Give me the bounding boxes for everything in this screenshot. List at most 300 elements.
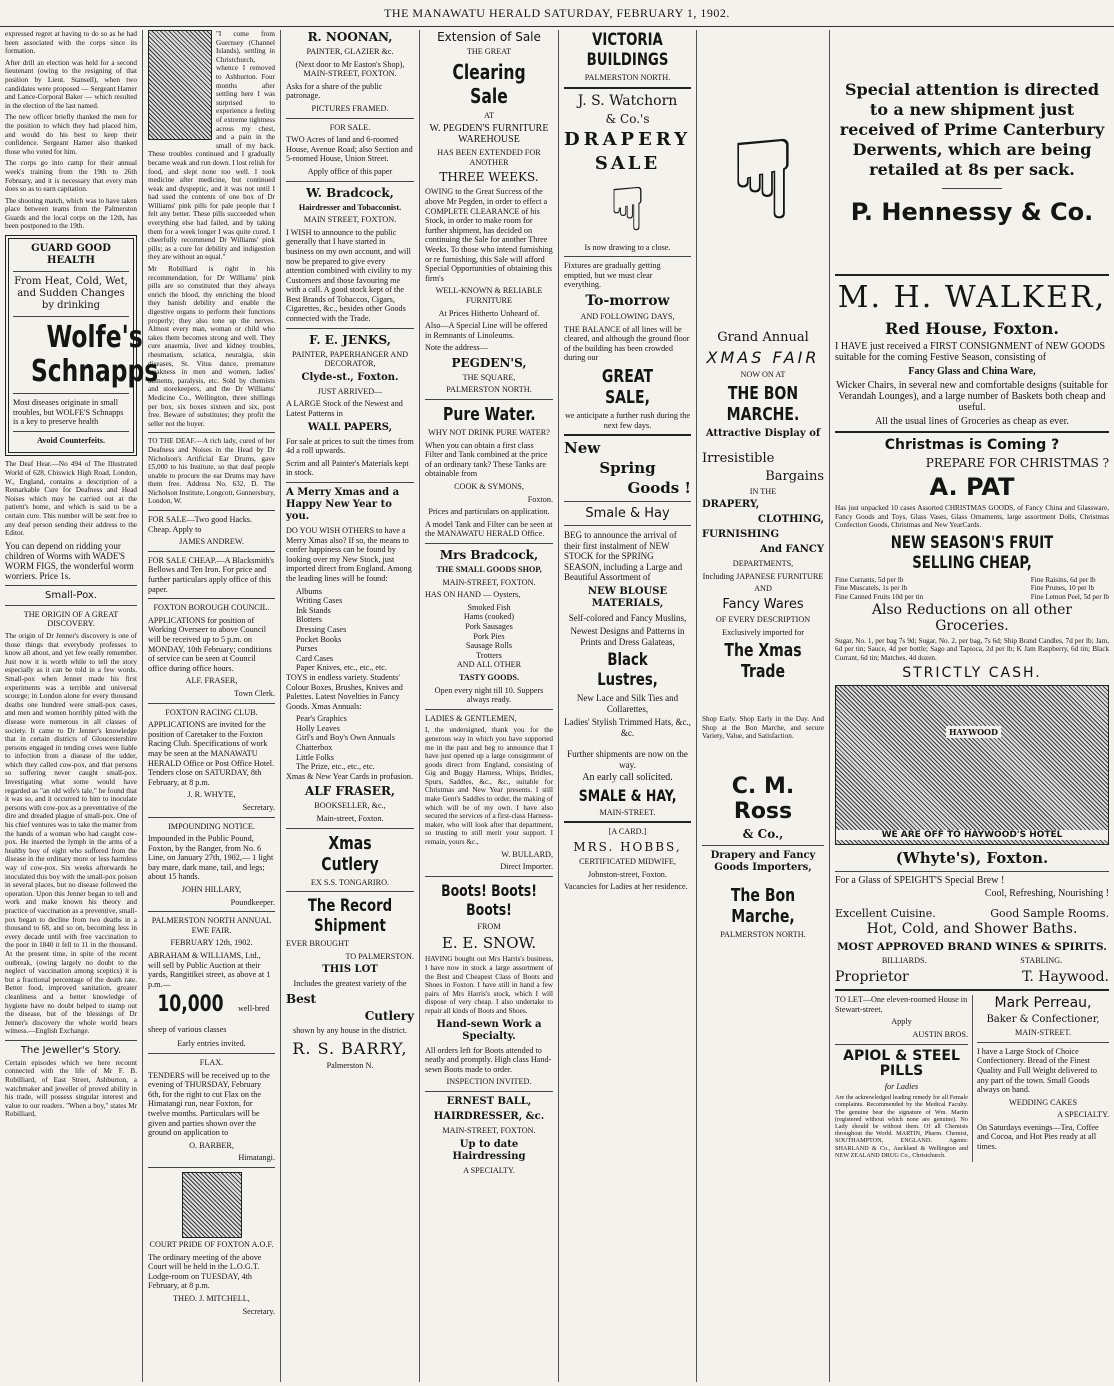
pound-sign-title: Poundkeeper. [230, 897, 275, 907]
water-title: Pure Water. [442, 404, 536, 426]
divider [286, 891, 414, 892]
racing-sign: J. R. WHYTE, [187, 790, 236, 800]
news-paragraph: The shooting match, which was to have taken place between teams from the Palmerston Guards and the local corps on the 12th, has been postponed to the 19th. [5, 196, 137, 231]
list-item: The Prize, etc., etc., etc. [296, 762, 375, 772]
column-5 [559, 30, 697, 1382]
blouse-heading: NEW BLOUSE MATERIALS, [587, 585, 668, 609]
bradcock-body: I WISH to announce to the public generally that I have started in business on my own account, and will now be prepared to give every attention combined with civility to my Customers and those favouring me with a call. A good stock kept of the Best Brands of Tobaccos, Cigars, Cigarettes, &c., besides other Goods connected with the Trade. [286, 227, 412, 324]
drawing-close: Is now drawing to a close. [584, 242, 671, 252]
boots-title: Boots! Boots! Boots! [441, 880, 537, 919]
water-town: Foxton. [527, 494, 553, 504]
in-the: IN THE [749, 486, 777, 496]
divider [835, 431, 1109, 433]
new-heading: New [564, 439, 601, 458]
early-call: An early call solicited. [582, 772, 673, 784]
every-description: OF EVERY DESCRIPTION [715, 614, 811, 624]
ext-known: WELL-KNOWN & RELIABLE FURNITURE [435, 286, 543, 305]
record-includes: Includes the greatest variety of the [293, 979, 407, 989]
divider [286, 482, 414, 483]
boots-sewn: Hand-sewn Work a Specialty. [436, 1018, 542, 1042]
mrsb-tasty: TASTY GOODS. [458, 672, 520, 682]
wolfe-brand: Wolfe's Schnapps [30, 320, 159, 390]
news-paragraph: After drill an election was held for a second lieutenant (owing to the resigning of that position by Lieut. Stansell), when two candidates were proposed — Sergeant Hamer and Lance-Corporal Baker — which resulted in the election of the last named. [5, 58, 137, 110]
pound-body: Impounded in the Public Pound, Foxton, by the Ranger, from No. 6 Line, on January 27th, 1902,— 1 light bay mare, dark mane, tail, and legs; about 15 hands. [148, 834, 274, 882]
drapery-dept: DRAPERY, [702, 499, 760, 511]
jenks-address: Clyde-st., Foxton. [301, 371, 399, 383]
divider [835, 1044, 968, 1045]
divider [148, 551, 275, 552]
now-on: NOW ON AT [740, 370, 786, 379]
divider [148, 510, 275, 511]
bottom-right [973, 995, 1109, 1162]
ball-up: Up to date Hairdressing [452, 1138, 526, 1162]
pegdens-name: PEGDEN'S, [451, 355, 527, 370]
jenks-trade: PAINTER, PAPERHANGER AND DECORATOR, [291, 349, 409, 369]
ext-extended: HAS BEEN EXTENDED FOR ANOTHER [437, 148, 541, 167]
beg-text: BEG to announce the arrival of their first instalment of NEW STOCK for the SPRING SEASON, including a Large and Beautiful Assortment of [564, 530, 683, 583]
furnishing-dept: FURNISHING [702, 529, 779, 541]
spacer [702, 685, 824, 715]
xmas-trade: The Xmas Trade [724, 640, 802, 683]
court-body: The ordinary meeting of the above Court will be held in the L.O.G.T. Lodge-room on TUESDAY, 4th February, at 8 p.m. [148, 1252, 262, 1291]
flax-title: FLAX. [199, 1058, 224, 1067]
divider [148, 1053, 275, 1054]
list-item: Fine Lemon Peel, 5d per lb [1030, 592, 1109, 601]
illustration-caption: WE ARE OFF TO HAYWOOD'S HOTEL [836, 830, 1108, 840]
ext-body: OWING to the Great Success of the above Mr Pegden, in order to effect a COMPLETE CLEARANCE of his Stock, in order to make room for further shipment, has decided on continuing the Sale for another Three Weeks. To those who intend furnishing or re furnishing, this Sale will afford Special Opportunities of obtaining this firm's [425, 187, 553, 283]
perreau-body: I have a Large Stock of Choice Confectionery. Bread of the Finest Quality and Full Weight delivered to any part of the town. Small Goods always on hand. [977, 1046, 1097, 1095]
wolfe-from: From Heat, Cold, Wet, and Sudden Changes by drinking [14, 276, 128, 312]
cool-refreshing: Cool, Refreshing, Nourishing ! [984, 887, 1109, 899]
divider [425, 876, 553, 877]
hobbs-address: Johnston-street, Foxton. [588, 869, 667, 879]
court-emblem-illustration [182, 1172, 242, 1238]
shop-early: Shop Early. Shop Early in the Day. And Shop at the Bon Marche, and secure Variety, Value, and Satisfaction. [702, 715, 824, 741]
spacer [835, 30, 1109, 80]
wolfe-headline: GUARD GOOD HEALTH [31, 243, 111, 267]
divider [5, 1040, 137, 1041]
classified-smith: FOR SALE CHEAP.—A Blacksmith's Bellows and Ten Iron. For price and further particulars apply office of this paper. [148, 555, 275, 594]
record-to: TO PALMERSTON. [345, 951, 414, 961]
ext-lino: Also—A Special Line will be offered in Remnants of Linoleums. [425, 321, 548, 340]
xmas-annuals-list [286, 714, 414, 772]
fixtures-text: Fixtures are gradually getting emptied, but we must clear everything. [564, 261, 661, 290]
forsale-body: TWO Acres of land and 6-roomed House, Avenue Road; also Section and 5-roomed House, Union Street. [286, 135, 413, 164]
bon-marche-heading: THE BON MARCHE. [726, 382, 800, 425]
speights-glass: For a Glass of SPEIGHT'S Special Brew ! [835, 875, 1005, 887]
smallpox-title: Small-Pox. [45, 589, 97, 601]
list-item: Chatterbox [296, 743, 333, 753]
column-7 [830, 30, 1114, 1382]
barry-address: Palmerston N. [326, 1060, 374, 1070]
origin-body: The origin of Dr Jenner's discovery is one of those things that everybody professes to know all about, and yet few really remember. Just now it is worth while to tell the story especially as it can be told in a few words. Small-pox when Jenner made his first experiments was a terrible and universal scourge; in London alone for every thousand deaths one hundred were small-pox cases, and men and women horribly pitted with the disease were numerous in all classes of society. It came to Dr Jenner's knowledge that in certain districts of Gloucestershire persons engaged in tending cows were liable to infection from a disease of the udder, which they called cow-pox, and that persons so suffering never caught small-pox. Investigating what some would have regarded as "an old wife's tale," he found that it was so, and it occurred to him to inoculate persons with cow-pox as a preventative of the dire and dreaded plague of small-pox. One of his chief ventures was to take the matter from the hands of a woman who had caught cow-pox. He inserted the lymph in the arms of a healthy boy of eight who suffered from the disease in the ordinary more or less harmless way of cow-pox. Six weeks afterwards he inoculated this boy with the small-pox poison in several places, but no disease followed the operation. Upon this Jenner began to tell and work and make known his theory and practice of vaccination as a preventive, small-pox began to decline from two deaths in a thousand to 68, and so on, becoming less in every decade until with free vaccination to the poor in 1840 it fell to 11 in the thousand. At the present time, in spite of the recent outbreak, (owing largely no doubt to the neglect of vaccination among sceptics) it is but a fractional percentage of the death rate. Better food, improved sanitation, greater cleanliness and a better knowledge of hygiene have no doubt helped to stamp out the disease, but of the blessings of Dr Jenner's discovery the whole world bears witness.—English Exchange. [5, 631, 137, 1036]
fraser-address: Main-street, Foxton. [316, 814, 384, 824]
pointing-hand-icon: ☟ [729, 116, 797, 244]
list-item: Writing Cases [296, 596, 343, 606]
ext-great: THE GREAT [466, 47, 512, 56]
spring-heading: Spring [599, 459, 656, 478]
fruit-list-left [835, 576, 923, 602]
list-item: Girl's and Boy's Own Annuals [296, 733, 395, 743]
divider [5, 585, 137, 586]
racing-sign-title: Secretary. [242, 802, 275, 812]
ewe-body: ABRAHAM & WILLIAMS, Ltd., will sell by Public Auction at their yards, Rangitikei street, as above at 1 p.m.— [148, 951, 271, 989]
strictly-cash: STRICTLY CASH. [902, 665, 1042, 682]
record-shown: shown by any house in the district. [293, 1026, 407, 1035]
barry-name: R. S. BARRY, [292, 1038, 408, 1058]
cuisine-row [835, 907, 1109, 920]
ladies-body: I, the undersigned, thank you for the generous way in which you have supported me in the past and beg to announce that I have just opened up a large consignment of goods direct from England, consisting of Gig and Buggy Harness, Whips, Bridles, Spurs, Saddles, &c., &c., suitable for Christmas and New Year presents. I still make Gent's Saddles to order, the making of which will be of my own. I have also secured the services of a first-class Harness-maker, who will look after that department, so trusting to still merit your support. I remain, yours &c., [425, 726, 553, 847]
saturdays: On Saturdays evenings—Tea, Coffee and Cocoa, and Hot Pies ready at all times. [977, 1122, 1099, 1152]
deaf-notice: The Deaf Hear.—No 494 of The Illustrated World of 628, Chiswick High Road, London, W., England, contains a description of a Remarkable Cure for Deafness and Head Noises which may be carried out at the patient's home, and which is said to be a certain cure. This number will be sent free to any deaf person sending their address to the Editor. [5, 460, 137, 538]
sample-rooms: Good Sample Rooms. [990, 906, 1109, 920]
pegdens-town: PALMERSTON NORTH. [446, 385, 532, 395]
list-item: Albums [296, 586, 322, 596]
ext-note: Note the address— [425, 343, 488, 353]
fruit-list-right [1031, 576, 1109, 602]
bon-marche-town: PALMERSTON NORTH. [720, 929, 806, 939]
bradcock-address: MAIN STREET, FOXTON. [303, 215, 397, 225]
smale-name: SMALE & HAY, [578, 785, 677, 805]
divider [286, 828, 414, 829]
noonan-body: Asks for a share of the public patronage. [286, 81, 383, 101]
divider [977, 1042, 1109, 1043]
list-item: Trotters [476, 650, 502, 660]
news-paragraph: expressed regret at having to do so as he had been associated with the corps since its formation. [5, 30, 137, 56]
flax-sign-title: Himatangi. [238, 1153, 275, 1163]
mrsb-hand: HAS ON HAND — Oysters, [425, 590, 521, 600]
jenks-body3: Scrim and all Painter's Materials kept in stock. [286, 458, 409, 478]
divider [13, 393, 129, 394]
clothing-dept: CLOTHING, [757, 514, 824, 526]
divider [564, 434, 691, 436]
walker-house: Red House, Foxton. [885, 319, 1059, 338]
fruit-price-table [835, 576, 1109, 602]
christmas-coming: Christmas is Coming ? [884, 437, 1060, 453]
ext-weeks: THREE WEEKS. [439, 170, 539, 185]
bon-marche-name: The Bon Marche, [730, 884, 796, 927]
divider [148, 911, 275, 912]
news-paragraph: The new officer briefly thanked the men for the position to which they had placed him, and would do his best to keep their confidence. Sergeant Hamer also thanked those who voted for him. [5, 113, 137, 156]
boots-from: FROM [477, 921, 501, 931]
sale-heading: SALE [594, 152, 661, 174]
great-sale: GREAT SALE, [601, 365, 654, 408]
list-item: Ink Stands [296, 605, 331, 615]
mrsb-other: AND ALL OTHER [456, 660, 522, 670]
walker-groceries: All the usual lines of Groceries as cheap as ever. [875, 416, 1069, 427]
victoria-town: PALMERSTON NORTH. [584, 73, 671, 82]
divider [835, 274, 1109, 276]
divider [564, 501, 691, 502]
balance-text: THE BALANCE of all lines will be cleared, and although the ground floor of the building has been crowded during our [564, 324, 690, 363]
sugar-prices: Sugar, No. 1, per bag 7s 9d; Sugar, No. 2, per bag, 7s 6d; Ship Brand Candles, 7d per lb; Jam, 6d per tin; Sauce, 4d per bottle; Sago and Tapioca, 2d per lb; K Jam Raspberry, 6d tin; Black Currant, 6d tin; Matches, 4d dozen. [835, 636, 1109, 662]
jenks-name: F. E. JENKS, [309, 332, 391, 347]
column-3 [281, 30, 420, 1382]
ross-co: & Co., [742, 826, 784, 841]
noonan-address: (Next door to Mr Easton's Shop), MAIN-STREET, FOXTON. [295, 59, 405, 79]
ladies-sign-title: Direct Importer. [500, 862, 553, 872]
noonan-framed: PICTURES FRAMED. [311, 103, 389, 113]
divider [564, 256, 691, 257]
reductions: Also Reductions on all other Groceries. [871, 601, 1073, 634]
further-shipments: Further shipments are now on the way. [567, 749, 688, 770]
pegdens-addr: THE SQUARE, [462, 372, 516, 382]
boots-inspect: INSPECTION INVITED. [446, 1077, 532, 1087]
origin-title: THE ORIGIN OF A GREAT DISCOVERY. [23, 609, 119, 629]
spacer [835, 230, 1109, 270]
list-item: Pear's Graphics [296, 714, 347, 724]
record-best: Best [286, 992, 317, 1006]
illustration-sign: HAYWOOD [946, 726, 1001, 738]
divider [564, 87, 691, 89]
divider [425, 543, 553, 544]
ext-prices: At Prices Hitherto Unheard of. [438, 308, 540, 318]
proprietor-label: Proprietor [835, 969, 909, 986]
watchorn-co: & Co.'s [605, 111, 650, 126]
divider [148, 432, 275, 433]
divider [13, 431, 129, 432]
divider [148, 817, 275, 818]
wolfe-schnapps-ad [5, 235, 159, 456]
water-firm: COOK & SYMONS, [454, 482, 524, 492]
stabling: STABLING. [1020, 955, 1063, 965]
spacer [702, 443, 824, 451]
divider [13, 316, 129, 317]
list-item: Card Cases [296, 653, 334, 663]
divider [148, 703, 275, 704]
list-item: Smoked Fish [467, 602, 511, 612]
fancy-dept: And FANCY [759, 544, 824, 556]
victoria-title: VICTORIA BUILDINGS [586, 30, 669, 70]
flax-body: TENDERS will be received up to the evening of THURSDAY, February 6th, for the right to cut Flax on the Himatangi run, near Foxton, for twelve months. Particulars will be given and parties shown over the ground on application to [148, 1070, 270, 1138]
record-brought: EVER BROUGHT [286, 939, 349, 949]
perreau-street: MAIN-STREET. [1014, 1028, 1072, 1038]
water-model: A model Tank and Filter can be seen at the MANAWATU HERALD Office. [425, 519, 553, 539]
boots-orders: All orders left for Boots attended to neatly and promptly. High class Hand-sewn Boots made to order. [425, 1045, 552, 1074]
tomorrow-heading: To-morrow [585, 292, 670, 309]
bottom-section [835, 995, 1109, 1162]
divider [5, 605, 137, 606]
haywood-hotel-illustration [835, 685, 1109, 845]
divider [425, 399, 553, 400]
bargains: Bargains [765, 468, 824, 484]
brands: MOST APPROVED BRAND WINES & SPIRITS. [837, 940, 1107, 953]
record-cutlery: Cutlery [364, 1009, 414, 1023]
to-let: TO LET—One eleven-roomed House in Stewart-street. [835, 995, 968, 1014]
pointing-hand-icon: ☟ [609, 174, 646, 245]
exclusively-imported: Exclusively imported for [722, 627, 804, 637]
news-paragraph: The corps go into camp for their annual week's training from the 19th to 26th February, and it is necessary that every man does so as to earn capitation. [5, 159, 137, 194]
racing-body: APPLICATIONS are invited for the position of Caretaker to the Foxton Racing Club. Specifications of work may be seen at the MANAWATU HERALD Office or Post Office Hotel. Tenders close on SATURDAY, 8th February, at 8 p.m. [148, 720, 275, 787]
black-lustres: Black Lustres, [597, 650, 658, 691]
hobbs-name: MRS. HOBBS, [573, 839, 682, 854]
divider [286, 118, 414, 119]
boots-body: HAVING bought out Mrs Harris's business, I have now in stock a large assortment of the Best and Cheapest Class of Boots and Shoes in Foxton. I have still in hand a few pairs of Mrs Harris's stock, which I will dispose of very cheap. I also undertake to repair all kinds of Boots and Shoes. [425, 955, 553, 1015]
forsale-apply: Apply office of this paper [307, 166, 393, 176]
mrsb-shop: THE SMALL GOODS SHOP, [436, 565, 542, 574]
list-item: Pork Sausages [465, 621, 513, 631]
divider [425, 1091, 553, 1092]
divider [148, 598, 275, 599]
bradcock-name: W. Bradcock, [306, 185, 394, 200]
testimonial-text: "I come from Guernsey (Channel Islands), settling in Christchurch, whence I removed to Ashburton. Four months after settling here I was surprised to experience a feeling of extreme tightness across my chest, and a pain in the small of my back. These troubles continued and I gradually became weak and run down. I lost relish for food, and slept none too well. I took medicine after medicine, but continued weak and dyspeptic, and it was not until I had used the contents of one box of Dr Williams' pink pills for pale people that I felt any better. These pills succeeded when everything else had failed, and by taking them for a week longer I was quite cured. I cheerfully recommend Dr Williams' pink pills; as a cure for debility and indigestion they are without an equal." [148, 30, 275, 262]
perreau-trade: Baker & Confectioner, [986, 1014, 1100, 1026]
fancy-wares: Fancy Wares [722, 596, 804, 612]
ladies-title: LADIES & GENTLEMEN, [425, 713, 517, 723]
xmas-toys: TOYS in endless variety. Students' Colour Boxes, Brushes, Knives and Palettes. Latest Novelties in Fancy Goods. Xmas Annuals: [286, 672, 403, 711]
walker-glass: Fancy Glass and China Ware, [908, 366, 1036, 377]
jeweller-title: The Jeweller's Story. [20, 1044, 122, 1056]
ewe-title: PALMERSTON NORTH ANNUAL EWE FAIR. [151, 916, 272, 935]
xmas-fair: XMAS FAIR [706, 348, 820, 367]
apat-body: Has just unpacked 10 cases Assorted CHRISTMAS GOODS, of Fancy China and Glassware, Fancy Goods and Toys, Glass Vases, Glass Ornaments, large assortment Dolls, Christmas Confection Goods, Christmas and New YearCards. [835, 504, 1109, 530]
ball-name: ERNEST BALL, [446, 1095, 532, 1107]
card-label: [A CARD.] [608, 827, 647, 837]
anticipate-text: we anticipate a further rush during the next few days. [564, 410, 691, 430]
billiards: BILLIARDS. [881, 955, 927, 965]
cuisine: Excellent Cuisine. [835, 906, 936, 920]
water-prices: Prices and particulars on application. [428, 507, 550, 517]
list-item: Fine Currants, 5d per lb [835, 575, 904, 584]
attractive-display: Attractive Display of [705, 427, 821, 439]
boots-name: E. E. SNOW. [441, 934, 537, 953]
ewe-number-row [148, 992, 275, 1036]
including-japanese: Including JAPANESE FURNITURE [702, 571, 824, 581]
jenks-body: A LARGE Stock of the Newest and Latest Patterns in [286, 399, 403, 419]
wedding-cakes: WEDDING CAKES [1009, 1097, 1077, 1107]
list-item: Fine Canned Fruits 10d per tin [835, 592, 924, 601]
walker-name: M. H. WALKER, [837, 280, 1107, 315]
ross-importers: Drapery and Fancy Goods Importers, [710, 849, 816, 873]
xmas-cards: Xmas & New Year Cards in profusion. [286, 771, 413, 781]
divider [286, 181, 414, 182]
noonan-trade: PAINTER, GLAZIER &c. [306, 47, 394, 56]
hobbs-trade: CERTIFICATED MIDWIFE, [579, 856, 676, 866]
ladies-sign: W. BULLARD, [501, 849, 553, 859]
testimonial-text: Mr Robilliard is right in his recommendation, for Dr Williams' pink pills are so constituted that they always enrich the blood, thy enriching the blood they banish debility and enable the digestive organs to perform their functions properly; they also tone up the nerves. Almost every man, woman or child who takes them becomes strong and well. They cure anaemia, liver and kidney troubles, rheumatism, sciatica, neuralgia, skin diseases, St. Vitus dance, premature weakness in men and women, ladies' ailments, paralysis, etc. Sold by chemists and storekeepers, and the Dr Williams' Medicine Co., Wellington, three shillings per box, six boxes sixteen and six, post free. Beware of substitutes; they profit the seller not the buyer. [148, 265, 275, 428]
list-item: Hams (cooked) [463, 612, 515, 622]
list-item: Fine Raisins, 6d per lb [1030, 575, 1096, 584]
to-let-apply: Apply [891, 1017, 912, 1027]
list-item: Purses [296, 644, 318, 654]
baths: Hot, Cold, and Shower Baths. [866, 920, 1078, 937]
court-sign: THEO. J. MITCHELL, [173, 1293, 250, 1303]
lace-ties: New Lace and Silk Ties and Collarettes, [576, 693, 679, 714]
racing-title: FOXTON RACING CLUB. [165, 707, 258, 717]
cutlery-title: Xmas Cutlery [321, 832, 379, 875]
masthead: THE MANAWATU HERALD SATURDAY, FEBRUARY 1, 1902. [0, 0, 1114, 27]
list-item: Little Folks [296, 752, 334, 762]
divider [564, 821, 691, 823]
mrsb-name: Mrs Bradcock, [439, 548, 539, 562]
list-item: Holly Leaves [296, 723, 340, 733]
bottom-left [835, 995, 973, 1162]
ball-trade: HAIRDRESSER, &c. [433, 1110, 545, 1122]
apat-name: A. PAT [929, 473, 1015, 501]
newest-designs: Newest Designs and Patterns in Prints and Dress Galateas, [570, 626, 685, 647]
pharmacy-illustration [148, 30, 212, 140]
council-sign: ALF. FRASER, [185, 676, 238, 686]
watchorn-name: J. S. Watchorn [577, 92, 678, 109]
pound-title: IMPOUNDING NOTICE. [168, 821, 255, 831]
xmas-body: DO YOU WISH OTHERS to have a Merry Xmas also? If so, the means to confer happiness can be found by looking over my New Stock, just imported direct from England. Among the leading lines will be found: [286, 526, 412, 583]
list-item: Fine Muscatels, 1s per lb [835, 584, 908, 593]
record-lot: THIS LOT [322, 964, 378, 976]
smale-street: MAIN-STREET. [599, 807, 656, 817]
trimmed-hats: Ladies' Stylish Trimmed Hats, &c., &c. [564, 717, 691, 738]
record-title: The Record Shipment [307, 896, 393, 937]
deaf-notice: TO THE DEAF.—A rich lady, cured of her Deafness and Noises in the Head by Dr Nicholson's Artificial Ear Drums, gave £5,000 to his Institute, so that deaf people unable to procure the ear Drums may have them free. Address No. 632, D. The Nicholson Institute, Longcott, Gunnersbury, London, W. [148, 437, 275, 506]
specialty: A SPECIALTY. [1057, 1110, 1109, 1120]
wolfe-avoid: Avoid Counterfeits. [36, 435, 106, 445]
austin-bros: AUSTIN BROS. [912, 1029, 968, 1039]
xmas-title: A Merry Xmas and a Happy New Year to you. [286, 487, 400, 522]
forsale-title: FOR SALE. [329, 122, 371, 132]
prepare-christmas: PREPARE FOR CHRISTMAS ? [925, 456, 1109, 470]
divider [835, 871, 1109, 872]
ball-address: MAIN-STREET, FOXTON. [442, 1125, 536, 1135]
list-item: Dressing Cases [296, 624, 347, 634]
ext-pegden: W. PEGDEN'S FURNITURE WAREHOUSE [429, 123, 549, 146]
ball-specialty: A SPECIALTY. [463, 1165, 515, 1175]
mrsb-open: Open every night till 10. Suppers always ready. [434, 685, 544, 705]
ext-at: AT [483, 110, 494, 120]
noonan-name: R. NOONAN, [307, 30, 393, 44]
walker-body: I HAVE just received a FIRST CONSIGNMENT of NEW GOODS suitable for the coming Festive Season, consisting of [835, 341, 1106, 363]
court-title: COURT PRIDE OF FOXTON A.O.F. [149, 1239, 274, 1249]
ewe-number: 10,000 [157, 992, 224, 1018]
council-body: APPLICATIONS for position of Working Overseer to above Council will be received up to 5 p.m. on MONDAY, 10th February; conditions of service can be seen at Council office during office hours. [148, 615, 272, 673]
fruit-heading: NEW SEASON'S FRUIT SELLING CHEAP, [890, 532, 1054, 573]
divider [564, 525, 691, 526]
fraser-name: ALF FRASER, [304, 784, 396, 799]
column-6 [697, 30, 830, 1382]
ext-clearing: Clearing Sale [452, 59, 526, 108]
ewe-date: FEBRUARY 12th, 1902. [170, 938, 253, 948]
apiol-sub: for Ladies [884, 1081, 919, 1091]
flax-sign: O. BARBER, [189, 1140, 234, 1150]
proprietor-name: T. Haywood. [1022, 969, 1109, 986]
jenks-body2: For sale at prices to suit the times from 4d a roll upwards. [286, 436, 414, 456]
list-item: Sausage Rolls [465, 641, 513, 651]
list-item: Pork Pies [473, 631, 505, 641]
apiol-name: APIOL & STEEL PILLS [843, 1047, 960, 1079]
divider [286, 328, 414, 329]
spacer [702, 877, 824, 885]
jeweller-body: Certain episodes which we here recount connected with the life of Mr F. B. Robilliard, of East Street, Ashburton, a watchmaker and jeweller of proved ability in his trade, will possess singular interest and value to our readers. "When a boy," states Mr Robilliard, [5, 1058, 137, 1119]
xmas-items-list [286, 587, 414, 673]
ross-name: C. M. Ross [731, 773, 795, 824]
column-1 [0, 30, 159, 1382]
column-4 [420, 30, 559, 1382]
hennessy-name: P. Hennessy & Co. [850, 198, 1094, 226]
court-sign-title: Secretary. [242, 1306, 275, 1316]
ewe-entries: Early entries invited. [177, 1039, 246, 1049]
perreau-name: Mark Perreau, [994, 995, 1092, 1012]
fraser-trade: BOOKSELLER, &c., [314, 801, 386, 811]
wolfe-body: Most diseases originate in small troubles, but WOLFE'S Schnapps is a key to preserve health [13, 398, 124, 427]
jenks-wallpapers: WALL PAPERS, [307, 421, 393, 433]
walker-wicker: Wicker Chairs, in several new and comfortable designs (suitable for Verandah Lounges), and a large number of Baskets both cheap and useful. [836, 380, 1108, 413]
mrsb-items-list [425, 603, 553, 661]
ext-title: Extension of Sale [437, 30, 541, 44]
divider [13, 271, 129, 272]
hobbs-vacancies: Vacancies for Ladies at her residence. [564, 882, 688, 892]
worm-notice: You can depend on ridding your children of Worms with WADE'S WORM FIGS, the wonderful worm worriers. Price 1s. [5, 540, 134, 581]
billiards-row [835, 956, 1109, 966]
departments: DEPARTMENTS, [732, 559, 794, 569]
special-attention: Special attention is directed to a new shipment just received of Prime Canterbury Derwents, which are being retailed at 8s per sack. [839, 80, 1105, 179]
